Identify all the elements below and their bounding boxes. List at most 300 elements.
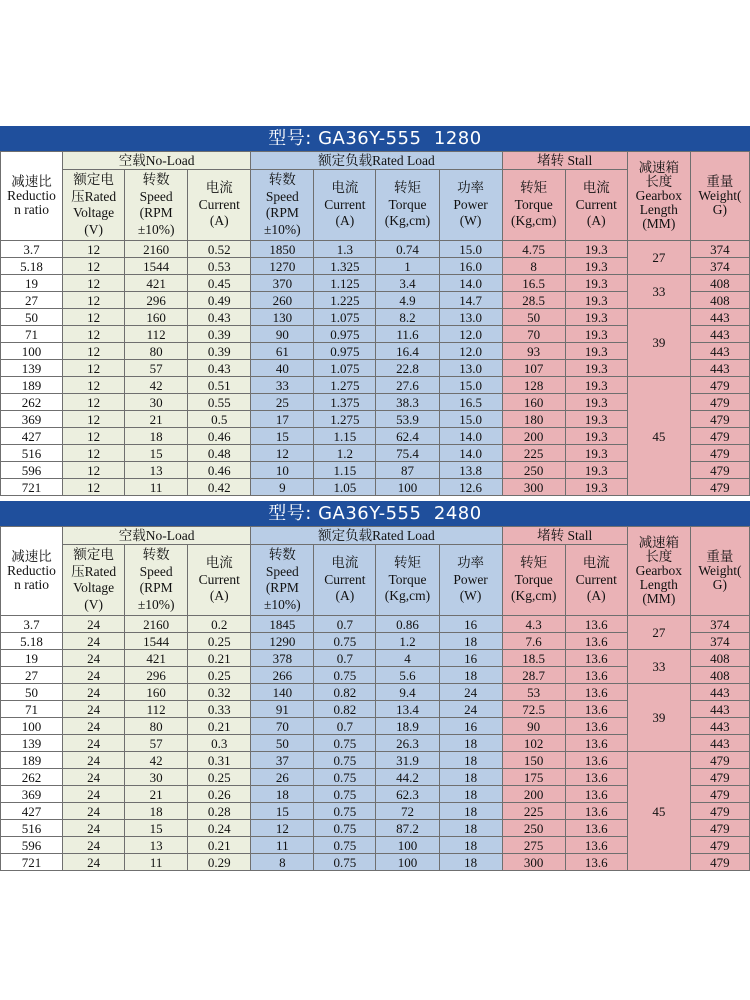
weight-header-line: G) — [712, 202, 728, 217]
stall-torque-cell: 250 — [502, 462, 565, 479]
gearbox-length-header-line: (MM) — [642, 216, 676, 231]
weight-cell: 479 — [690, 428, 749, 445]
rated-current-cell: 1.325 — [314, 258, 376, 275]
rated-current-cell: 0.975 — [314, 343, 376, 360]
reduction-ratio-header-line: Reductio — [7, 188, 56, 203]
no-load-current-header-line: Current — [198, 196, 240, 212]
reduction-ratio-header-line: n ratio — [14, 577, 49, 592]
gearbox-length-header — [627, 152, 690, 241]
reduction-ratio-header-line: 减速比 — [11, 549, 52, 564]
rated-current-cell: 1.05 — [314, 479, 376, 496]
weight-cell: 479 — [690, 854, 749, 871]
weight-cell: 479 — [690, 462, 749, 479]
rated-torque-header-line: (Kg,cm) — [384, 588, 431, 604]
rated-torque-header-line: Torque — [388, 196, 427, 212]
weight-cell: 479 — [690, 837, 749, 854]
rated-current-cell: 0.75 — [314, 633, 376, 650]
rated-speed-cell: 130 — [251, 309, 314, 326]
voltage-cell: 12 — [63, 241, 125, 258]
voltage-cell: 12 — [63, 275, 125, 292]
weight-cell: 443 — [690, 326, 749, 343]
stall-current-cell: 13.6 — [565, 667, 627, 684]
rated-power-cell: 18 — [439, 854, 502, 871]
stall-current-header — [565, 170, 627, 241]
rated-torque-cell: 16.4 — [376, 343, 439, 360]
gearbox-length-header-line: 长度 — [645, 174, 673, 189]
rated-speed-cell: 37 — [251, 752, 314, 769]
rated-torque-cell: 44.2 — [376, 769, 439, 786]
no-load-speed-cell: 80 — [125, 343, 188, 360]
rated-current-cell: 1.3 — [314, 241, 376, 258]
rated-torque-cell: 1.2 — [376, 633, 439, 650]
no-load-speed-header-line: 转数 — [142, 172, 170, 187]
no-load-current-cell: 0.24 — [188, 820, 251, 837]
weight-cell: 479 — [690, 445, 749, 462]
rated-power-cell: 18 — [439, 769, 502, 786]
voltage-cell: 24 — [63, 854, 125, 871]
rated-torque-cell: 1 — [376, 258, 439, 275]
no-load-speed-cell: 18 — [125, 803, 188, 820]
rated-torque-cell: 72 — [376, 803, 439, 820]
rated-power-header-line: 功率 — [457, 555, 485, 571]
ratio-cell: 262 — [1, 394, 63, 411]
rated-torque-header-line: 转矩 — [393, 180, 421, 196]
voltage-cell: 24 — [63, 769, 125, 786]
rated-current-header-line: (A) — [335, 588, 355, 604]
weight-cell: 479 — [690, 377, 749, 394]
gearbox-length-header-line: (MM) — [642, 591, 676, 606]
reduction-ratio-header-line: n ratio — [14, 202, 49, 217]
rated-power-cell: 15.0 — [439, 377, 502, 394]
rated-current-cell: 1.15 — [314, 428, 376, 445]
stall-torque-header-line: Torque — [514, 571, 553, 587]
rated-torque-cell: 62.4 — [376, 428, 439, 445]
table-row — [1, 377, 750, 394]
rated-voltage-header-line: Voltage — [73, 205, 115, 220]
rated-power-cell: 18 — [439, 837, 502, 854]
stall-torque-header — [502, 170, 565, 241]
no-load-current-cell: 0.21 — [188, 837, 251, 854]
stall-current-header-line: (A) — [586, 588, 606, 604]
voltage-cell: 24 — [63, 650, 125, 667]
ratio-cell: 139 — [1, 360, 63, 377]
no-load-current-cell: 0.39 — [188, 326, 251, 343]
stall-torque-cell: 4.75 — [502, 241, 565, 258]
no-load-speed-cell: 13 — [125, 462, 188, 479]
rated-voltage-header-line: (V) — [84, 596, 103, 612]
stall-current-cell: 13.6 — [565, 752, 627, 769]
stall-current-cell: 13.6 — [565, 854, 627, 871]
rated-power-cell: 14.0 — [439, 275, 502, 292]
voltage-cell: 24 — [63, 735, 125, 752]
voltage-cell: 24 — [63, 718, 125, 735]
rated-torque-cell: 4.9 — [376, 292, 439, 309]
rated-speed-cell: 378 — [251, 650, 314, 667]
no-load-current-cell: 0.32 — [188, 684, 251, 701]
voltage-cell: 24 — [63, 667, 125, 684]
no-load-speed-cell: 11 — [125, 479, 188, 496]
rated-voltage-header-line: 额定电 — [73, 172, 114, 187]
stall-current-cell: 13.6 — [565, 616, 627, 633]
ratio-cell: 139 — [1, 735, 63, 752]
rated-current-header-line: Current — [324, 196, 366, 212]
rated-speed-cell: 91 — [251, 701, 314, 718]
reduction-ratio-header — [1, 527, 63, 616]
rated-speed-cell: 260 — [251, 292, 314, 309]
weight-header — [690, 152, 749, 241]
rated-speed-cell: 12 — [251, 820, 314, 837]
voltage-cell: 12 — [63, 411, 125, 428]
rated-torque-header — [376, 170, 439, 241]
rated-power-cell: 15.0 — [439, 241, 502, 258]
rated-torque-cell: 3.4 — [376, 275, 439, 292]
no-load-current-cell: 0.42 — [188, 479, 251, 496]
rated-current-header-line: Current — [324, 571, 366, 587]
rated-power-cell: 14.0 — [439, 428, 502, 445]
rated-power-cell: 16 — [439, 718, 502, 735]
no-load-speed-cell: 15 — [125, 445, 188, 462]
weight-cell: 374 — [690, 633, 749, 650]
spec-table — [0, 526, 750, 871]
no-load-speed-cell: 421 — [125, 650, 188, 667]
rated-power-cell: 18 — [439, 803, 502, 820]
rated-speed-cell: 12 — [251, 445, 314, 462]
no-load-speed-header-line: (RPM — [139, 580, 173, 595]
ratio-cell: 5.18 — [1, 258, 63, 275]
rated-speed-cell: 40 — [251, 360, 314, 377]
rated-voltage-header-line: Voltage — [73, 580, 115, 595]
stall-torque-cell: 28.7 — [502, 667, 565, 684]
rated-torque-cell: 87.2 — [376, 820, 439, 837]
rated-current-header-line: (A) — [335, 213, 355, 229]
voltage-cell: 24 — [63, 803, 125, 820]
stall-current-cell: 19.3 — [565, 292, 627, 309]
rated-speed-cell: 266 — [251, 667, 314, 684]
rated-speed-cell: 70 — [251, 718, 314, 735]
rated-current-cell: 0.75 — [314, 820, 376, 837]
ratio-cell: 50 — [1, 684, 63, 701]
rated-current-cell: 0.75 — [314, 786, 376, 803]
ratio-cell: 189 — [1, 377, 63, 394]
no-load-current-cell: 0.28 — [188, 803, 251, 820]
rated-power-cell: 18 — [439, 633, 502, 650]
no-load-speed-header — [125, 170, 188, 241]
stall-torque-cell: 300 — [502, 479, 565, 496]
rated-speed-header-line: (RPM — [265, 580, 299, 595]
rated-speed-cell: 26 — [251, 769, 314, 786]
rated-torque-header — [376, 545, 439, 616]
rated-torque-cell: 4 — [376, 650, 439, 667]
weight-cell: 408 — [690, 650, 749, 667]
ratio-cell: 100 — [1, 718, 63, 735]
stall-torque-header-line: 转矩 — [520, 180, 548, 196]
rated-power-cell: 14.0 — [439, 445, 502, 462]
ratio-cell: 19 — [1, 275, 63, 292]
rated-speed-header — [251, 545, 314, 616]
rated-torque-cell: 53.9 — [376, 411, 439, 428]
weight-cell: 479 — [690, 769, 749, 786]
rated-speed-cell: 140 — [251, 684, 314, 701]
stall-torque-cell: 175 — [502, 769, 565, 786]
rated-speed-cell: 18 — [251, 786, 314, 803]
stall-current-cell: 19.3 — [565, 326, 627, 343]
no-load-speed-header-line: Speed — [139, 188, 173, 204]
gearbox-length-header-line: 减速箱 — [638, 535, 680, 550]
stall-group-header: 堵转 Stall — [502, 527, 627, 545]
rated-torque-cell: 100 — [376, 479, 439, 496]
rated-current-header-line: 电流 — [331, 180, 359, 196]
rated-current-cell: 0.75 — [314, 803, 376, 820]
rated-torque-cell: 100 — [376, 837, 439, 854]
no-load-speed-cell: 15 — [125, 820, 188, 837]
rated-speed-header-line: 转数 — [268, 547, 296, 562]
rated-voltage-header-line: 压Rated — [71, 188, 117, 204]
rated-torque-cell: 22.8 — [376, 360, 439, 377]
gearbox-length-header-line: 减速箱 — [638, 160, 680, 175]
voltage-cell: 24 — [63, 633, 125, 650]
ratio-cell: 71 — [1, 701, 63, 718]
table-row — [1, 616, 750, 633]
stall-current-cell: 13.6 — [565, 650, 627, 667]
rated-torque-cell: 11.6 — [376, 326, 439, 343]
rated-torque-cell: 26.3 — [376, 735, 439, 752]
rated-torque-cell: 31.9 — [376, 752, 439, 769]
ratio-cell: 71 — [1, 326, 63, 343]
ratio-cell: 5.18 — [1, 633, 63, 650]
rated-power-cell: 24 — [439, 684, 502, 701]
gearbox-length-header-line: 长度 — [645, 549, 673, 564]
spec-table-block-2480 — [0, 501, 750, 871]
rated-speed-header-line: Speed — [265, 188, 299, 204]
rated-speed-cell: 11 — [251, 837, 314, 854]
rated-current-cell: 0.82 — [314, 684, 376, 701]
stall-torque-header — [502, 545, 565, 616]
weight-cell: 479 — [690, 803, 749, 820]
group-header-row — [1, 152, 750, 170]
stall-current-header-line: (A) — [586, 213, 606, 229]
stall-current-cell: 19.3 — [565, 445, 627, 462]
rated-speed-cell: 1850 — [251, 241, 314, 258]
stall-current-cell: 19.3 — [565, 309, 627, 326]
no-load-speed-cell: 296 — [125, 667, 188, 684]
no-load-speed-cell: 80 — [125, 718, 188, 735]
no-load-current-cell: 0.49 — [188, 292, 251, 309]
rated-power-cell: 18 — [439, 786, 502, 803]
stall-current-cell: 19.3 — [565, 343, 627, 360]
rated-torque-cell: 0.74 — [376, 241, 439, 258]
table-row — [1, 684, 750, 701]
rated-speed-cell: 15 — [251, 803, 314, 820]
rated-power-cell: 18 — [439, 820, 502, 837]
rated-speed-header-line: ±10%) — [263, 221, 301, 237]
table-row — [1, 650, 750, 667]
rated-power-cell: 16 — [439, 650, 502, 667]
weight-cell: 479 — [690, 411, 749, 428]
rated-power-header-line: Power — [453, 571, 488, 587]
voltage-cell: 12 — [63, 445, 125, 462]
weight-cell: 479 — [690, 820, 749, 837]
stall-torque-header-line: 转矩 — [520, 555, 548, 571]
no-load-group-header: 空载No-Load — [63, 527, 251, 545]
rated-current-cell: 0.75 — [314, 735, 376, 752]
rated-current-cell: 0.7 — [314, 718, 376, 735]
no-load-speed-cell: 2160 — [125, 616, 188, 633]
ratio-cell: 516 — [1, 445, 63, 462]
voltage-cell: 24 — [63, 786, 125, 803]
ratio-cell: 369 — [1, 411, 63, 428]
gearbox-length-header — [627, 527, 690, 616]
rated-current-cell: 0.75 — [314, 854, 376, 871]
no-load-speed-header — [125, 545, 188, 616]
no-load-speed-cell: 21 — [125, 411, 188, 428]
stall-torque-header-line: (Kg,cm) — [510, 588, 557, 604]
ratio-cell: 369 — [1, 786, 63, 803]
rated-power-cell: 18 — [439, 735, 502, 752]
rated-torque-cell: 5.6 — [376, 667, 439, 684]
stall-current-cell: 19.3 — [565, 360, 627, 377]
stall-current-cell: 19.3 — [565, 241, 627, 258]
no-load-speed-cell: 57 — [125, 360, 188, 377]
stall-torque-cell: 275 — [502, 837, 565, 854]
stall-current-cell: 13.6 — [565, 786, 627, 803]
stall-current-cell: 13.6 — [565, 684, 627, 701]
rated-current-cell: 0.75 — [314, 769, 376, 786]
weight-header — [690, 527, 749, 616]
voltage-cell: 12 — [63, 326, 125, 343]
rated-current-cell: 0.75 — [314, 837, 376, 854]
no-load-current-cell: 0.43 — [188, 309, 251, 326]
rated-power-header-line: Power — [453, 196, 488, 212]
rated-voltage-header — [63, 545, 125, 616]
voltage-cell: 24 — [63, 837, 125, 854]
no-load-current-cell: 0.48 — [188, 445, 251, 462]
stall-current-header-line: 电流 — [582, 555, 610, 571]
voltage-cell: 12 — [63, 479, 125, 496]
rated-power-header — [439, 170, 502, 241]
stall-current-cell: 19.3 — [565, 479, 627, 496]
weight-cell: 443 — [690, 684, 749, 701]
rated-speed-cell: 33 — [251, 377, 314, 394]
ratio-cell: 427 — [1, 803, 63, 820]
rated-torque-cell: 13.4 — [376, 701, 439, 718]
stall-current-cell: 19.3 — [565, 394, 627, 411]
stall-torque-cell: 107 — [502, 360, 565, 377]
rated-power-cell: 13.0 — [439, 360, 502, 377]
no-load-speed-cell: 2160 — [125, 241, 188, 258]
rated-torque-header-line: 转矩 — [393, 555, 421, 571]
no-load-current-cell: 0.25 — [188, 769, 251, 786]
stall-torque-cell: 16.5 — [502, 275, 565, 292]
rated-speed-cell: 17 — [251, 411, 314, 428]
rated-current-cell: 1.2 — [314, 445, 376, 462]
gearbox-length-cell: 39 — [627, 684, 690, 752]
rated-torque-cell: 62.3 — [376, 786, 439, 803]
group-header-row — [1, 527, 750, 545]
voltage-cell: 12 — [63, 377, 125, 394]
weight-cell: 443 — [690, 701, 749, 718]
no-load-current-cell: 0.51 — [188, 377, 251, 394]
no-load-current-cell: 0.3 — [188, 735, 251, 752]
ratio-cell: 3.7 — [1, 616, 63, 633]
stall-current-cell: 19.3 — [565, 258, 627, 275]
stall-torque-cell: 250 — [502, 820, 565, 837]
weight-cell: 443 — [690, 309, 749, 326]
rated-load-group-header: 额定负载Rated Load — [251, 152, 502, 170]
rated-speed-cell: 8 — [251, 854, 314, 871]
no-load-current-header-line: (A) — [209, 213, 229, 229]
weight-header-line: 重量 — [706, 174, 734, 189]
weight-cell: 479 — [690, 752, 749, 769]
weight-cell: 374 — [690, 616, 749, 633]
ratio-cell: 262 — [1, 769, 63, 786]
gearbox-length-header-line: Gearbox — [635, 563, 683, 578]
gearbox-length-cell: 33 — [627, 650, 690, 684]
no-load-current-header — [188, 170, 251, 241]
gearbox-length-cell: 33 — [627, 275, 690, 309]
rated-voltage-header-line: 额定电 — [73, 547, 114, 562]
model-title-bar: 型号: GA36Y-555 1280 — [0, 126, 750, 151]
stall-torque-cell: 93 — [502, 343, 565, 360]
stall-torque-cell: 128 — [502, 377, 565, 394]
ratio-cell: 27 — [1, 292, 63, 309]
voltage-cell: 12 — [63, 258, 125, 275]
no-load-speed-header-line: (RPM — [139, 205, 173, 220]
no-load-speed-cell: 160 — [125, 684, 188, 701]
rated-speed-cell: 1290 — [251, 633, 314, 650]
spec-table — [0, 151, 750, 496]
reduction-ratio-header-line: Reductio — [7, 563, 56, 578]
model-title-bar: 型号: GA36Y-555 2480 — [0, 501, 750, 526]
no-load-current-cell: 0.39 — [188, 343, 251, 360]
no-load-speed-cell: 1544 — [125, 258, 188, 275]
stall-torque-cell: 50 — [502, 309, 565, 326]
stall-current-cell: 13.6 — [565, 633, 627, 650]
no-load-group-header: 空载No-Load — [63, 152, 251, 170]
rated-power-cell: 16.5 — [439, 394, 502, 411]
rated-torque-cell: 27.6 — [376, 377, 439, 394]
stall-current-cell: 13.6 — [565, 718, 627, 735]
voltage-cell: 24 — [63, 616, 125, 633]
rated-current-cell: 1.275 — [314, 411, 376, 428]
rated-current-cell: 1.075 — [314, 360, 376, 377]
rated-current-cell: 0.75 — [314, 667, 376, 684]
weight-cell: 479 — [690, 394, 749, 411]
no-load-current-cell: 0.43 — [188, 360, 251, 377]
stall-torque-cell: 150 — [502, 752, 565, 769]
rated-current-header-line: 电流 — [331, 555, 359, 571]
stall-torque-cell: 70 — [502, 326, 565, 343]
rated-power-cell: 16 — [439, 616, 502, 633]
no-load-current-cell: 0.31 — [188, 752, 251, 769]
stall-current-cell: 13.6 — [565, 803, 627, 820]
ratio-cell: 100 — [1, 343, 63, 360]
rated-current-cell: 1.275 — [314, 377, 376, 394]
rated-speed-cell: 25 — [251, 394, 314, 411]
reduction-ratio-header-line: 减速比 — [11, 174, 52, 189]
no-load-speed-cell: 160 — [125, 309, 188, 326]
no-load-speed-cell: 11 — [125, 854, 188, 871]
rated-current-cell: 1.375 — [314, 394, 376, 411]
rated-current-cell: 0.75 — [314, 752, 376, 769]
rated-power-header — [439, 545, 502, 616]
rated-torque-cell: 8.2 — [376, 309, 439, 326]
voltage-cell: 12 — [63, 292, 125, 309]
stall-torque-header-line: Torque — [514, 196, 553, 212]
stall-torque-cell: 160 — [502, 394, 565, 411]
voltage-cell: 24 — [63, 752, 125, 769]
gearbox-length-cell: 27 — [627, 616, 690, 650]
rated-power-cell: 12.0 — [439, 326, 502, 343]
